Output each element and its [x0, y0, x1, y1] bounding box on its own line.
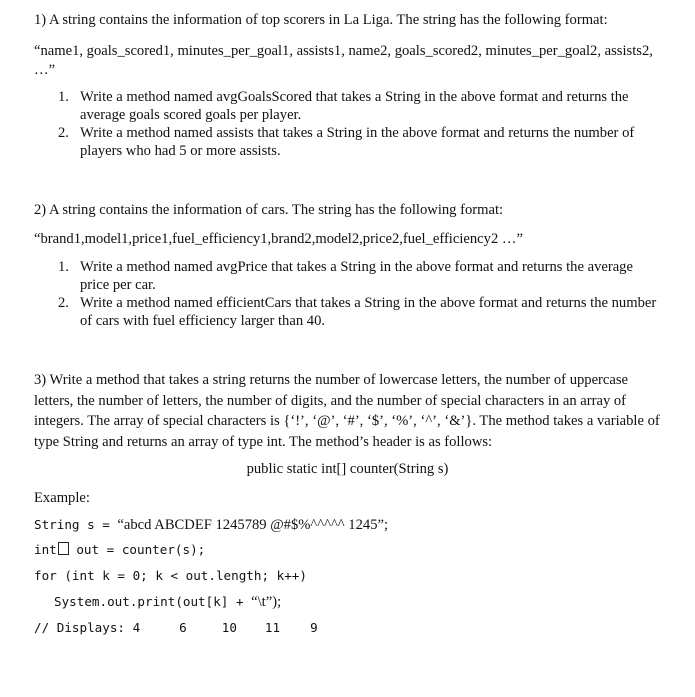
list-number: 2. — [58, 125, 69, 141]
code-comment: // Displays: 4 — [34, 620, 141, 635]
list-item — [58, 258, 658, 294]
code-text: out = counter(s); — [68, 542, 206, 557]
q1-format: “name1, goals_scored1, minutes_per_goal1, assists1, name2, goals_scored2, minutes_per_goal2, assists2, …” — [34, 43, 653, 78]
q2-intro: 2) A string contains the information of cars. The string has the following format: — [34, 202, 504, 218]
q1-list — [58, 88, 658, 160]
code-string: “abcd ABCDEF 1245789 @#$%^^^^^ 1245”; — [117, 517, 389, 533]
list-text: Write a method named assists that takes a String in the above format and returns the number of players who had 5 or more assists. — [80, 125, 635, 159]
code-line-5 — [34, 620, 318, 635]
code-line-3: for (int k = 0; k < out.length; k++) — [34, 568, 307, 583]
code-text: String s = — [34, 517, 118, 532]
code-line-2 — [34, 542, 205, 557]
list-number: 1. — [58, 259, 69, 275]
list-text: Write a method named avgGoalsScored that takes a String in the above format and returns the average goals scored goals per player. — [80, 89, 629, 123]
list-item — [58, 88, 658, 124]
q3-intro: 3) Write a method that takes a string returns the number of lowercase letters, the number of uppercase letters, the number of letters, the number of digits, and the number of special characters in an array of integers. The array of special characters is {‘!’, ‘@’, ‘#’, ‘$’, ‘%’, ‘^’, ‘&’}. The method takes a variable of type String and returns an array of type int. The method’s header is as follows: — [34, 372, 660, 450]
q2-list — [58, 258, 658, 330]
display-value: 9 — [310, 620, 318, 635]
method-header: public static int[] counter(String s) — [246, 461, 449, 477]
code-line-4 — [54, 594, 281, 611]
list-text: Write a method named avgPrice that takes a String in the above format and returns the average price per car. — [80, 259, 633, 293]
code-line-1 — [34, 517, 388, 534]
list-text: Write a method named efficientCars that takes a String in the above format and returns the number of cars with fuel efficiency larger than 40. — [80, 295, 657, 329]
q2-format: “brand1,model1,price1,fuel_efficiency1,brand2,model2,price2,fuel_efficiency2 …” — [34, 231, 523, 247]
display-value: 6 — [179, 620, 187, 635]
list-number: 2. — [58, 295, 69, 311]
code-text: int — [34, 542, 57, 557]
example-label: Example: — [34, 490, 90, 506]
array-brackets-icon — [58, 542, 69, 555]
list-number: 1. — [58, 89, 69, 105]
display-value: 11 — [264, 620, 281, 635]
list-item — [58, 124, 658, 160]
code-string: “\t”); — [251, 594, 282, 610]
q1-intro: 1) A string contains the information of top scorers in La Liga. The string has the following format: — [34, 12, 608, 28]
list-item — [58, 294, 658, 330]
display-value: 10 — [221, 620, 237, 635]
code-text: System.out.print(out[k] + — [54, 594, 252, 609]
